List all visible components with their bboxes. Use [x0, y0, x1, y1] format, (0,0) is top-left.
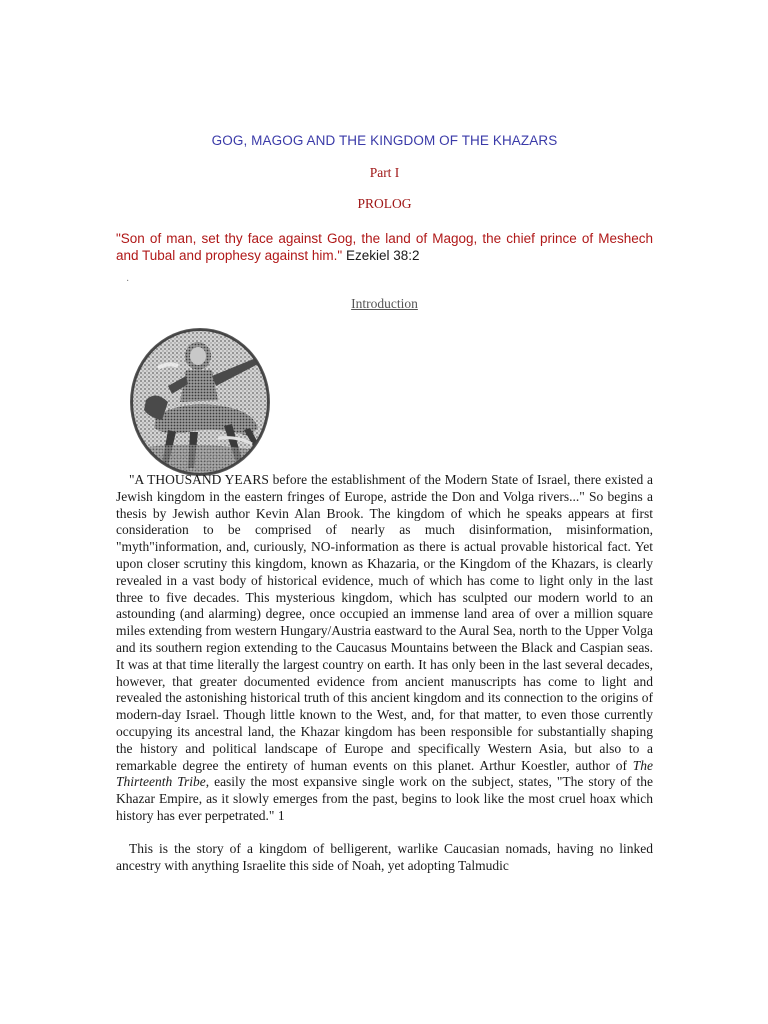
article-body [116, 472, 653, 890]
book-title: The Thirteenth Tribe [116, 757, 654, 790]
stray-dot: · [126, 276, 130, 287]
epigraph-text: "Son of man, set thy face against Gog, the land of Magog, the chief prince of Meshech and Tubal and prophesy against him." [116, 231, 653, 263]
paragraph-2: This is the story of a kingdom of belligerent, warlike Caucasian nomads, having no linked ancestry with anything Israelite this side of Noah, yet adopting Talmudic [116, 840, 653, 873]
paragraph-1-continuation: , easily the most expansive single work on the subject, states, "The story of the Khazar Empire, as it slowly emerges from the past, begins to look like the most cruel hoax which history has ever perpetrated." 1 [116, 774, 654, 823]
paragraph-1-text: "A THOUSAND YEARS before the establishment of the Modern State of Israel, there existed a Jewish kingdom in the eastern fringes of Europe, astride the Don and Volga rivers..." So begins a thesis by Jewish author Kevin Alan Brook. The kingdom of which he speaks appears at first consideration to be comprised of nearly as much disinformation, misinformation, "myth"information, and, curiously, NO-information as there is actual provable historical fact. Yet upon closer scrutiny this kingdom, known as Khazaria, or the Kingdom of the Khazars, is clearly revealed in a vast body of historical evidence, much of which has come to light only in the last three to five decades. This mysterious kingdom, which has sculpted our modern world to an astounding (and alarming) degree, once occupied an immense land area of over a million square miles extending from western Hungary/Austria eastward to the Aural Sea, north to the Upper Volga and its southern region extending to the Caucasus Mountains between the Black and Caspian seas. It was at that time literally the largest country on earth. It has only been in the last several decades, however, that greater documented evidence from ancient manuscripts has come to light and revealed the astonishing historical truth of this ancient kingdom and its connection to the origins of modern-day Israel. Though little known to the West, and, for that matter, to even those currently occupying its ancestral land, the Khazar kingdom has been responsible for substantially shaping the history and political landscape of Europe and specifically Western Asia, but also to a remarkable degree the entirety of human events on this planet. Arthur Koestler, author of [116, 472, 653, 773]
epigraph [116, 230, 653, 264]
introduction-heading: Introduction [351, 296, 418, 311]
epigraph-reference: Ezekiel 38:2 [345, 248, 420, 263]
document-title: GOG, MAGOG AND THE KINGDOM OF THE KHAZARS [211, 133, 558, 148]
section-heading: PROLOG [357, 196, 412, 211]
part-heading: Part I [369, 165, 400, 180]
paragraph-1 [116, 472, 653, 825]
khazar-coin-image [128, 328, 273, 478]
